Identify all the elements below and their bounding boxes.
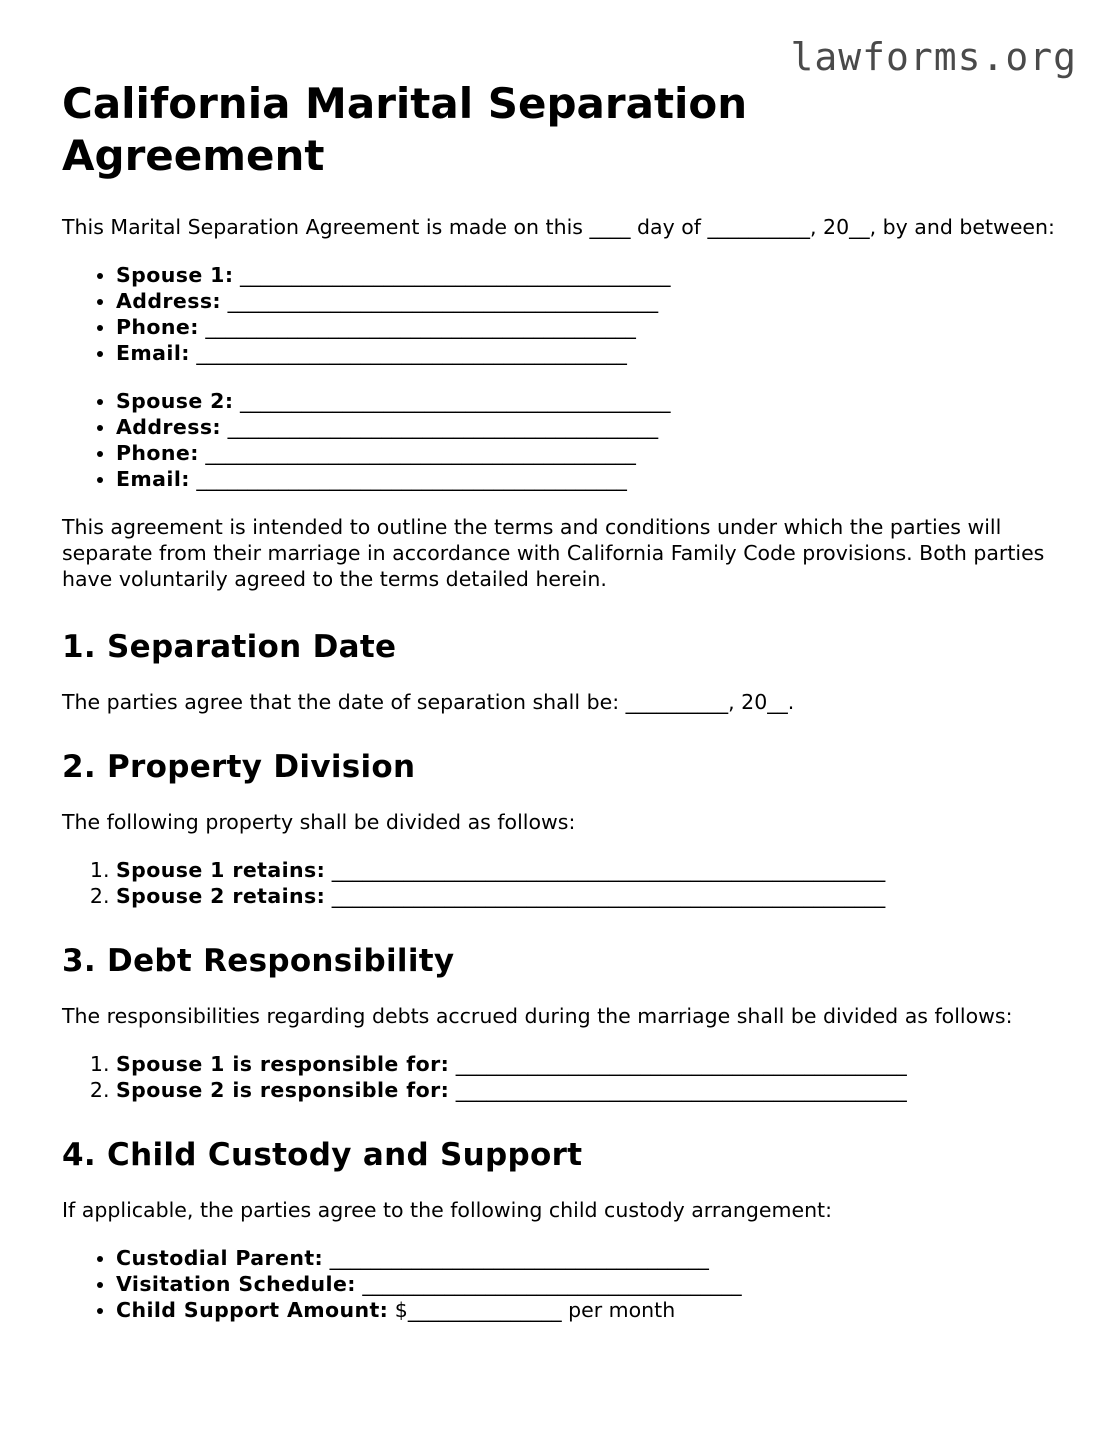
fill-blank: ______________________________________________________ (331, 858, 886, 882)
list-item (116, 288, 1062, 314)
custody-intro-text: If applicable, the parties agree to the following child custody arrangement: (62, 1198, 833, 1222)
intro-paragraph: This Marital Separation Agreement is made on this ____ day of __________, 20__, by and between: (62, 215, 1055, 239)
spouse1-details-list (62, 262, 1062, 366)
fill-blank: __________________________________________ (205, 441, 636, 465)
fill-blank: __________________________________________ (196, 341, 627, 365)
list-item (116, 1051, 1062, 1077)
fill-blank: __________________________________________ (227, 415, 659, 439)
list-item (116, 1271, 1062, 1297)
list-item (116, 262, 1062, 288)
list-item (116, 314, 1062, 340)
fill-blank: _____________________________________ (329, 1246, 709, 1270)
spouse2-details-list (62, 388, 1062, 492)
field-label: Spouse 1 retains: (116, 858, 326, 882)
fill-blank: __________________________________________ (239, 389, 671, 413)
property-intro-text: The following property shall be divided as follows: (62, 810, 576, 834)
list-item (116, 440, 1062, 466)
document-page (62, 78, 1062, 1323)
field-label: Custodial Parent: (116, 1246, 324, 1270)
list-item (116, 1245, 1062, 1271)
fill-blank: _____________________________________ (362, 1272, 742, 1296)
list-item (116, 1077, 1062, 1103)
list-item (116, 466, 1062, 492)
list-item (116, 414, 1062, 440)
list-item (116, 388, 1062, 414)
field-label: Spouse 1: (116, 263, 234, 287)
field-label: Spouse 2 retains: (116, 884, 326, 908)
list-item (116, 1297, 1062, 1323)
lawforms-watermark: lawforms.org (790, 35, 1077, 79)
debt-intro-text: The responsibilities regarding debts accrued during the marriage shall be divided as follows: (62, 1004, 1013, 1028)
fill-blank: ____________________________________________ (455, 1052, 907, 1076)
separation-date-text: The parties agree that the date of separation shall be: __________, 20__. (62, 690, 795, 714)
fill-blank: ____________________________________________ (455, 1078, 907, 1102)
field-label: Email: (116, 467, 190, 491)
list-item (116, 340, 1062, 366)
custody-list (62, 1245, 1062, 1323)
field-label: Address: (116, 289, 222, 313)
field-label: Spouse 2 is responsible for: (116, 1078, 450, 1102)
section-heading-custody: 4. Child Custody and Support (62, 1137, 583, 1173)
debt-list (62, 1051, 1062, 1103)
fill-blank: __________________________________________ (196, 467, 627, 491)
field-label: Phone: (116, 441, 199, 465)
list-item (116, 883, 1062, 909)
field-label: Address: (116, 415, 222, 439)
field-label: Spouse 2: (116, 389, 234, 413)
fill-blank: __________________________________________ (239, 263, 671, 287)
section-heading-separation: 1. Separation Date (62, 629, 397, 665)
field-label: Child Support Amount: (116, 1298, 389, 1322)
list-item (116, 857, 1062, 883)
fill-blank: __________________________________________ (227, 289, 659, 313)
field-label: Phone: (116, 315, 199, 339)
fill-blank: ______________________________________________________ (331, 884, 886, 908)
fill-blank: $_______________ per month (394, 1298, 676, 1322)
fill-blank: __________________________________________ (205, 315, 636, 339)
field-label: Spouse 1 is responsible for: (116, 1052, 450, 1076)
section-heading-property: 2. Property Division (62, 749, 416, 785)
field-label: Email: (116, 341, 190, 365)
document-title: California Marital Separation Agreement (62, 79, 748, 180)
field-label: Visitation Schedule: (116, 1272, 356, 1296)
property-list (62, 857, 1062, 909)
purpose-paragraph: This agreement is intended to outline the terms and conditions under which the parties will separate from their marriage in accordance with California Family Code provisions. Both parties have voluntarily agreed to the terms detailed herein. (62, 515, 1045, 591)
section-heading-debt: 3. Debt Responsibility (62, 943, 455, 979)
